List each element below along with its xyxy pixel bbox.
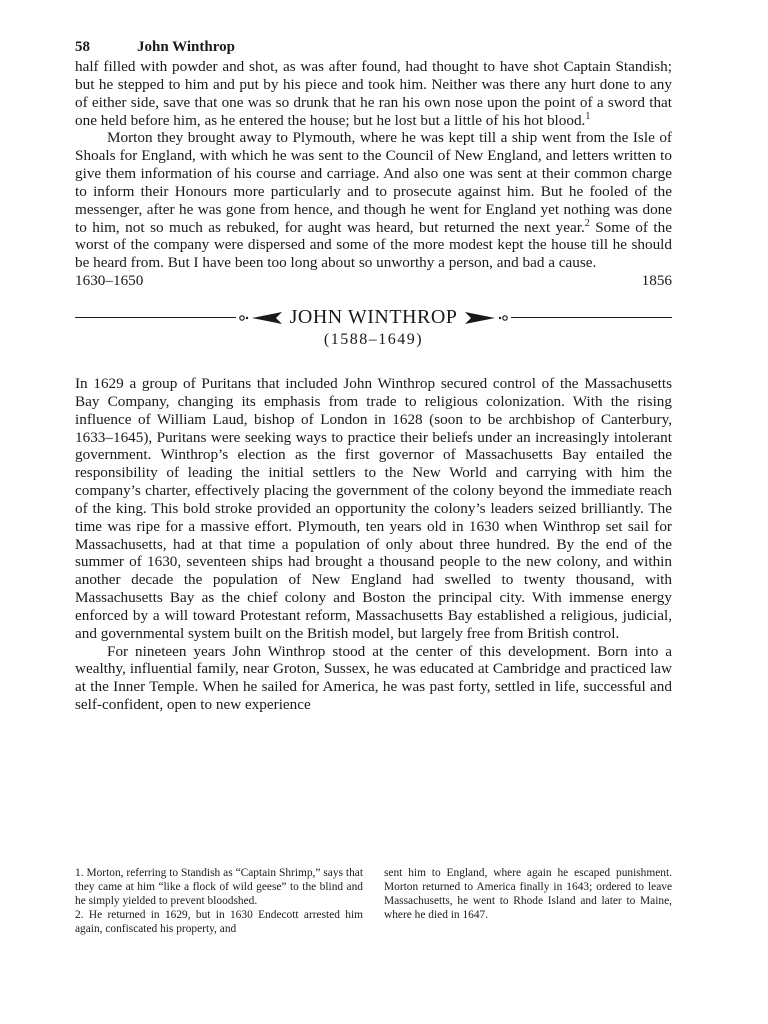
page-number: 58 [75, 39, 90, 55]
footnote: 1. Morton, referring to Standish as “Captain Shrimp,” says that they came at him “like a flock of wild geese” to the blind and he simply yielded to prevent bloodshed. [75, 867, 363, 907]
top-text [75, 58, 672, 290]
intro-text [75, 375, 672, 714]
running-head-title: John Winthrop [137, 39, 235, 55]
author-lifespan: (1588–1649) [323, 330, 424, 348]
ornament-right-icon [463, 311, 511, 325]
footnote-column-left [75, 866, 363, 936]
footnotes [75, 866, 672, 936]
footnote-ref: 2 [584, 217, 590, 229]
paragraph [75, 129, 672, 272]
paragraph: In 1629 a group of Puritans that included John Winthrop secured control of the Massachusetts Bay Company, changing its emphasis from trade to religious colonization. With the rising influence of William Laud, bishop of London in 1628 (soon to be archbishop of Canterbury, 1633–1645), Puritans were seeking ways to practice their beliefs under an increasingly intolerant government. Winthrop’s election as the first governor of Massachusetts Bay entailed the responsibility of leading the initial settlers to the New World and carrying with him the company’s charter, effectively placing the government of the colony beyond the immediate reach of the king. This bold stroke provided an opportunity the colony’s leaders seized brilliantly. The time was ripe for a massive effort. Plymouth, ten years old in 1630 when Winthrop set sail for Massachusetts, had at that time a population of only about three hundred. By the end of the summer of 1630, seventeen ships had brought a thousand people to the new colony, and within another decade the population of New England had swelled to twenty thousand, with Massachusetts Bay as the chief colony and Boston the principal city. With immense energy enforced by a will toward Protestant reform, Massachusetts Bay established a religious, judicial, and governmental system built on the British model, but largely free from British control. [75, 374, 672, 642]
section-heading [75, 307, 672, 329]
paragraph-text: Some of the worst of the company were dispersed and some of the more modest kept the house till he should be heard from. But I have been too long about so unworthy a person, and bad a cause. [75, 218, 672, 272]
date-published: 1856 [641, 272, 672, 290]
footnote-ref: 1 [585, 110, 591, 122]
paragraph [75, 58, 672, 129]
ornament-left-icon [236, 311, 284, 325]
paragraph: For nineteen years John Winthrop stood at the center of this development. Born into a wealthy, influential family, near Groton, Sussex, he was educated at Cambridge and practiced law at the Inner Temple. When he sailed for America, he was past forty, settled in life, successful and self-confident, open to new experience [75, 642, 672, 714]
heading-rule-right [511, 317, 672, 318]
running-head [75, 36, 672, 58]
footnote: sent him to England, where again he escaped punishment. Morton returned to America finally in 1643; ordered to leave Massachusetts, he went to Rhode Island and later to Maine, where he died in 1647. [384, 867, 672, 921]
date-line [75, 272, 672, 290]
page [75, 36, 672, 714]
paragraph-text: Morton they brought away to Plymouth, where he was kept till a ship went from the Isle of Shoals for England, with which he was sent to the Council of New England, and letters written to give them information of his course and carriage. And also one was sent at their common charge to inform their Honours more particularly and to prosecute against him. But he fooled of the messenger, after he was gone from hence, and though he went for England yet nothing was done to him, not so much as rebuked, for aught was heard, but returned the next year. [75, 129, 672, 236]
footnote-column-right [384, 866, 672, 936]
author-title: JOHN WINTHROP [289, 306, 458, 329]
paragraph-text: half filled with powder and shot, as was after found, had thought to have shot Captain Standish; but he stepped to him and put by his piece and took him. Neither was there any hurt done to any of either side, save that one was so drunk that he ran his own nose upon the point of a sword that one held before him, as he entered the house; but he lost but a little of his hot blood. [75, 58, 672, 129]
date-written: 1630–1650 [75, 272, 144, 290]
footnote: 2. He returned in 1629, but in 1630 Endecott arrested him again, confiscated his property, and [75, 909, 363, 935]
heading-rule-left [75, 317, 236, 318]
